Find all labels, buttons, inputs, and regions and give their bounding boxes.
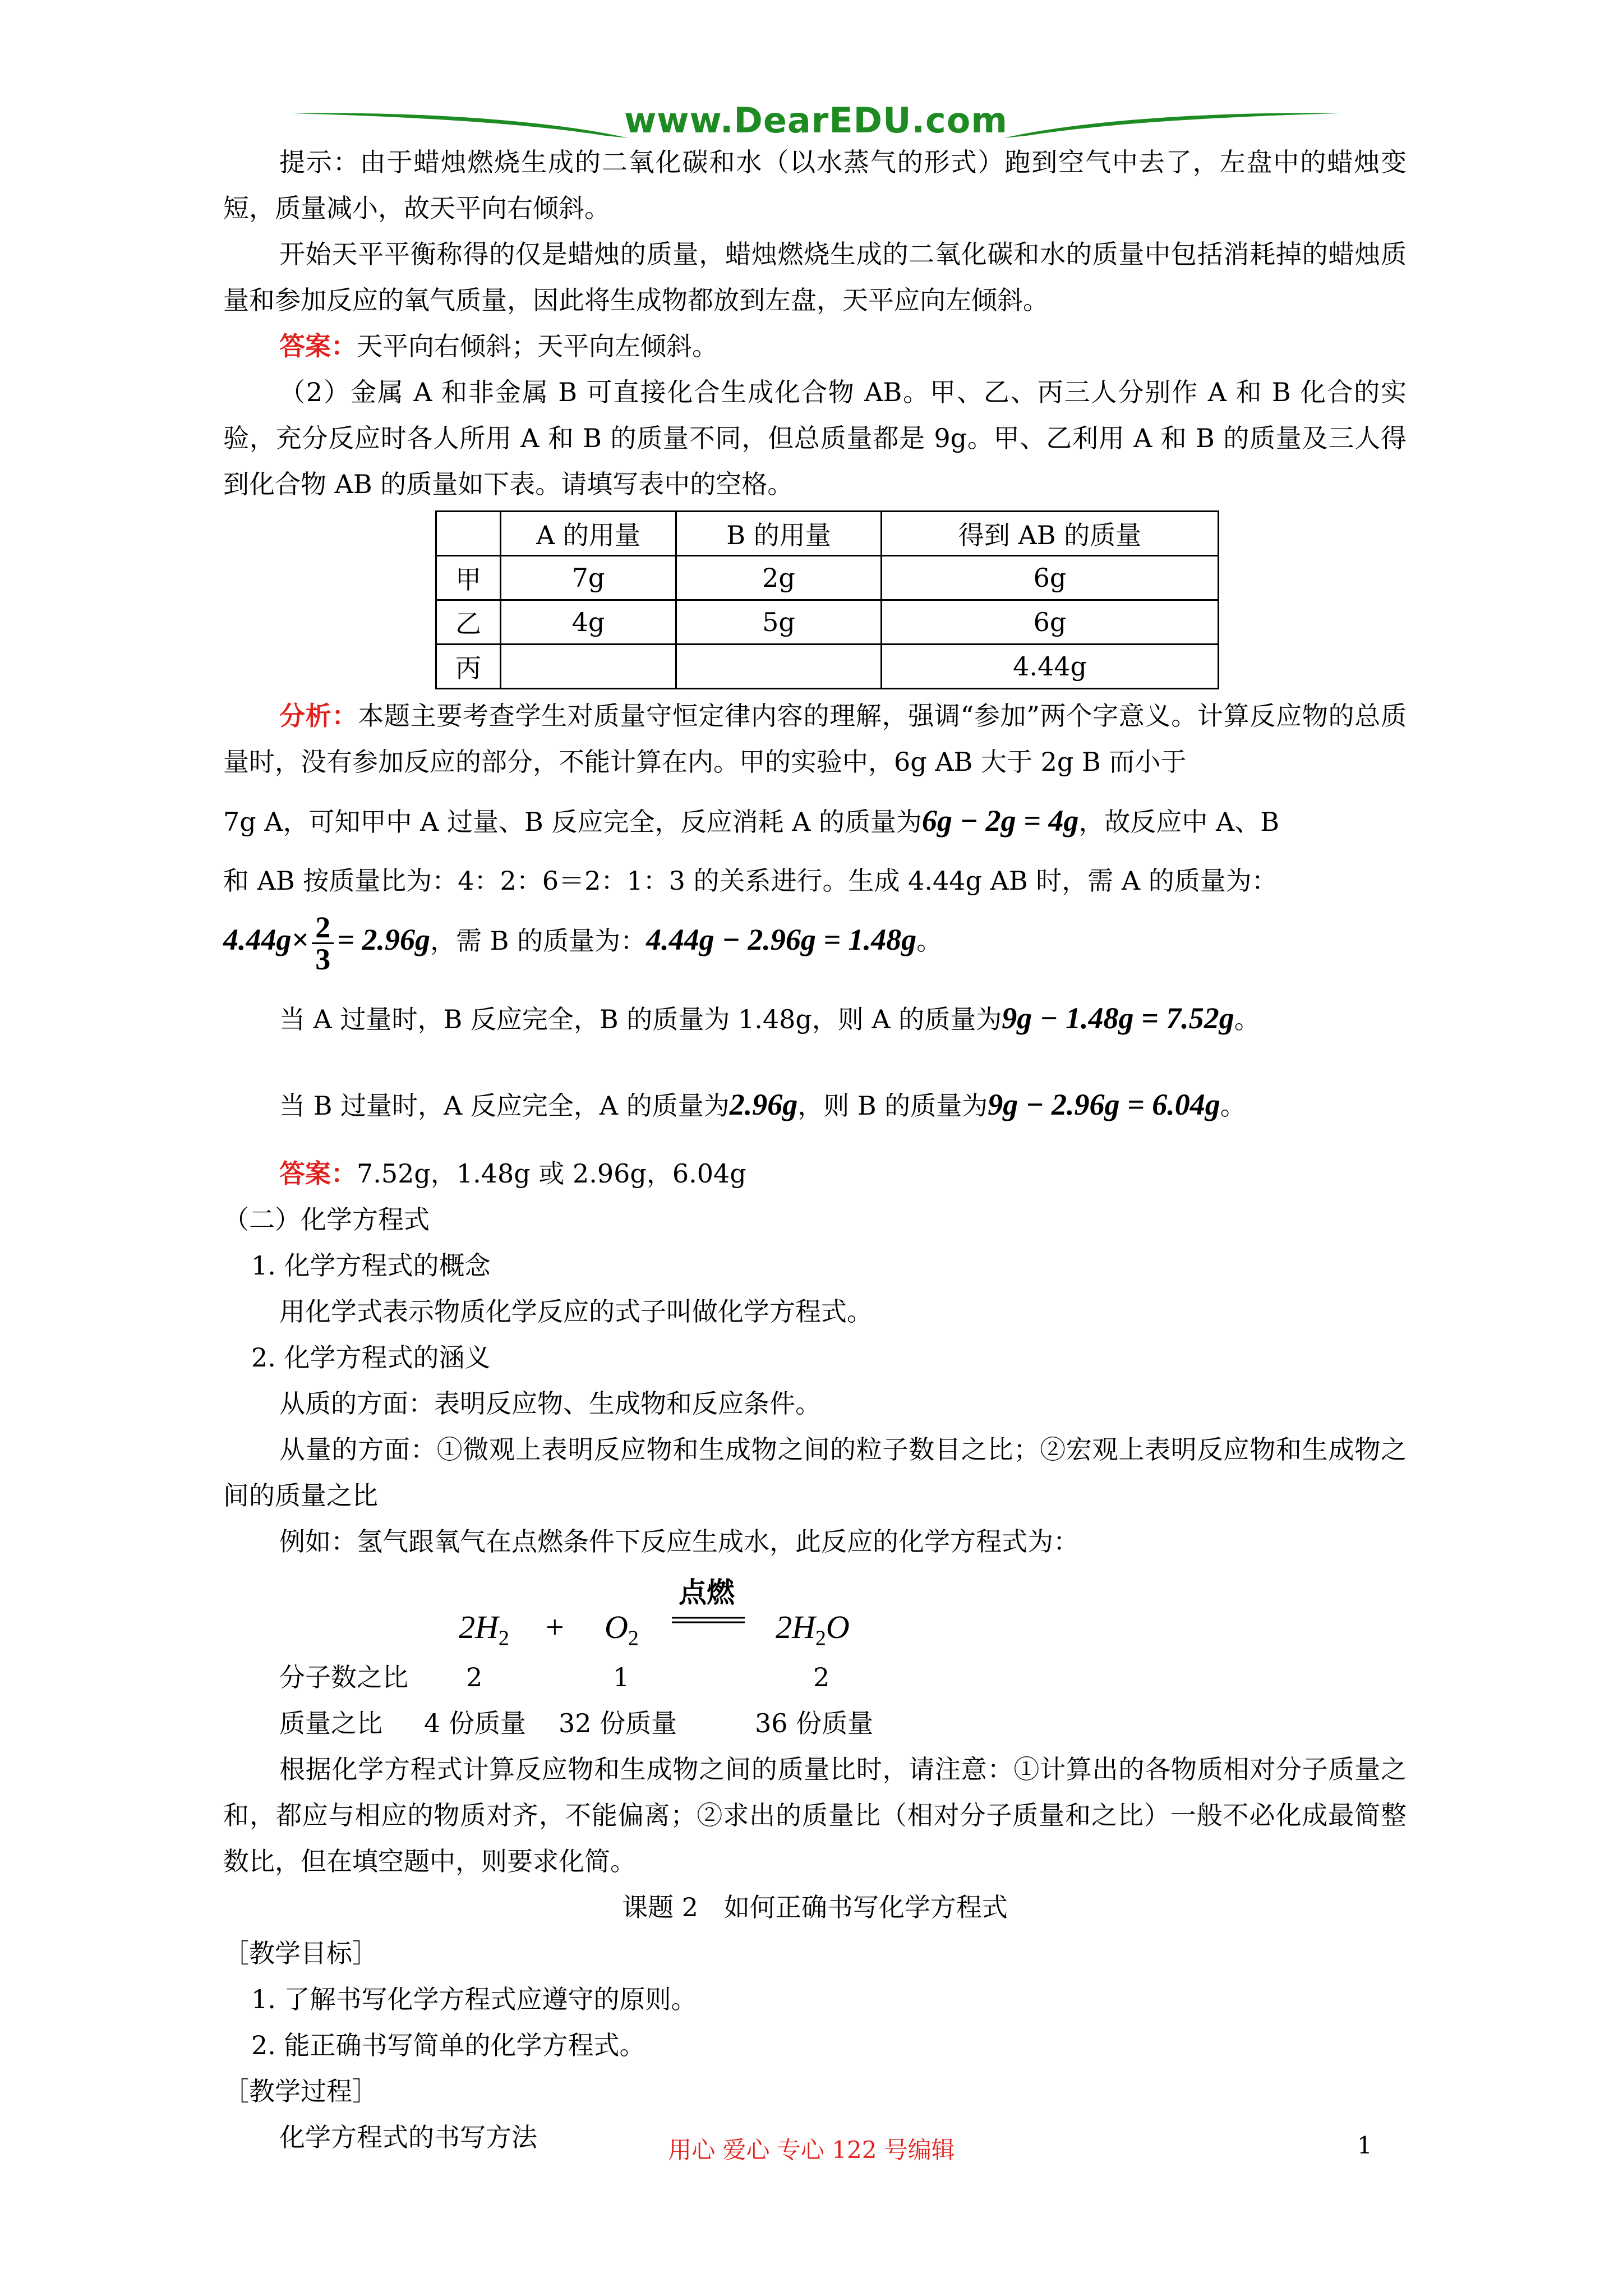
answer-2 [223,1151,1407,1197]
case-a-excess [223,982,1407,1055]
analysis-text: 。 [916,926,943,956]
equation: 2.96g [729,1088,798,1121]
goal-item: 1. 了解书写化学方程式应遵守的原则。 [251,1984,697,2014]
example-intro: 例如：氢气跟氧气在点燃条件下反应生成水，此反应的化学方程式为： [279,1526,1079,1557]
equation: = 2.96g [337,923,431,956]
mass-ratio-row [223,1700,1407,1746]
product-h2o: $2H_2O$ [776,1609,850,1650]
table-cell: 4.44g [882,645,1219,689]
equation: 9g − 1.48g = 7.52g [1002,1001,1234,1035]
table-cell [436,512,501,556]
table-cell: 6g [882,600,1219,645]
qualitative-meaning: 从质的方面：表明反应物、生成物和反应条件。 [279,1388,821,1419]
table-row [436,556,1219,600]
ratio-value: 4 份质量 [424,1708,526,1738]
answer-text: 天平向右倾斜；天平向左倾斜。 [357,331,718,361]
process-item: 化学方程式的书写方法 [279,2122,537,2152]
goal-item: 2. 能正确书写简单的化学方程式。 [251,2030,645,2060]
table-cell: 4g [501,600,676,645]
answer-label: 答案： [279,331,357,361]
document-body [223,139,1407,2160]
table-cell: 2g [676,556,882,600]
table-header: B 的用量 [676,512,882,556]
ratio-value: 2 [466,1662,483,1692]
ratio-value: 32 份质量 [559,1708,677,1738]
analysis-text: ，需 B 的质量为： [430,926,647,956]
mass-table [435,510,1219,689]
ratio-label: 分子数之比 [279,1662,408,1692]
equation: 9g − 2.96g = 6.04g [988,1088,1220,1121]
table-cell: 丙 [436,645,501,689]
site-url[interactable]: www.DearEDU.com [624,100,1008,141]
analysis-line [223,785,1407,858]
case-text: 当 B 过量时，A 反应完全，A 的质量为 [279,1091,730,1121]
section-item-2: 2. 化学方程式的涵义 [251,1342,491,1373]
answer-text: 7.52g，1.48g 或 2.96g，6.04g [357,1158,746,1189]
analysis-label: 分析： [279,701,358,731]
note-paragraph: 根据化学方程式计算反应物和生成物之间的质量比时，请注意：①计算出的各物质相对分子质量之和，都应与相应的物质对齐，不能偏离；②求出的质量比（相对分子质量和之比）一般不必化成最简整数比，但在填空题中，则要求化简。 [223,1754,1407,1876]
fraction-denominator: 3 [315,942,331,976]
analysis-line [223,904,1407,977]
section-item-1-text: 用化学式表示物质化学反应的式子叫做化学方程式。 [279,1296,873,1327]
answer-1 [223,323,1407,369]
table-header-row [436,512,1219,556]
table-cell [501,645,676,689]
fraction-numerator: 2 [312,912,334,944]
analysis-paragraph [223,693,1407,785]
molecule-ratio-row [223,1654,1407,1700]
goals-heading: ［教学目标］ [223,1938,378,1968]
lesson-title: 课题 2 如何正确书写化学方程式 [622,1892,1008,1922]
ratio-label: 质量之比 [279,1708,382,1738]
table-cell: 6g [882,556,1219,600]
table-cell [676,645,882,689]
table-header: A 的用量 [501,512,676,556]
chemical-equation [223,1570,1407,1654]
equation: 4.44g − 2.96g = 1.48g [646,923,917,956]
table-cell: 乙 [436,600,501,645]
ratio-value: 2 [813,1662,830,1692]
analysis-text: ，故反应中 A、B [1078,807,1280,837]
equals-arrow [672,1616,745,1624]
table-header: 得到 AB 的质量 [882,512,1219,556]
process-heading: ［教学过程］ [223,2076,378,2106]
analysis-line: 和 AB 按质量比为：4：2：6＝2：1：3 的关系进行。生成 4.44g AB 时，需 A 的质量为： [223,866,1278,896]
equation: 4.44g× [223,923,309,956]
hint-paragraph: 提示：由于蜡烛燃烧生成的二氧化碳和水（以水蒸气的形式）跑到空气中去了，左盘中的蜡烛变短，质量减小，故天平向右倾斜。 [223,147,1407,223]
analysis-text: 本题主要考查学生对质量守恒定律内容的理解，强调“参加”两个字意义。计算反应物的总质量时，没有参加反应的部分，不能计算在内。甲的实验中，6g AB 大于 2g B 而小于 [223,701,1407,777]
explanation-paragraph: 开始天平平衡称得的仅是蜡烛的质量，蜡烛燃烧生成的二氧化碳和水的质量中包括消耗掉的蜡烛质量和参加反应的氧气质量，因此将生成物都放到左盘，天平应向左倾斜。 [223,239,1407,315]
fraction [312,912,334,974]
reactant-h2: $2H_2$ [459,1609,509,1650]
section-title: （二）化学方程式 [223,1204,430,1235]
section-item-1: 1. 化学方程式的概念 [251,1250,491,1281]
table-cell: 甲 [436,556,501,600]
table-cell: 5g [676,600,882,645]
page-number: 1 [1357,2132,1372,2159]
reactant-o2: $O_2$ [605,1609,639,1650]
page-footer: 用心 爱心 专心 122 号编辑 [668,2136,955,2164]
table-cell: 7g [501,556,676,600]
case-text: 当 A 过量时，B 反应完全，B 的质量为 1.48g，则 A 的质量为 [279,1004,1002,1034]
case-text: 。 [1234,1004,1260,1034]
table-row [436,645,1219,689]
case-text: ，则 B 的质量为 [797,1091,988,1121]
case-text: 。 [1220,1091,1246,1121]
ratio-value: 36 份质量 [755,1708,874,1738]
case-b-excess [223,1069,1407,1142]
plus-sign: + [546,1609,564,1645]
problem-2: （2）金属 A 和非金属 B 可直接化合生成化合物 AB。甲、乙、丙三人分别作 A 和 B 化合的实验，充分反应时各人所用 A 和 B 的质量不同，但总质量都是 9g。甲、乙利用 A 和 B 的质量及三人得到化合物 AB 的质量如下表。请填写表中的空格。 [223,377,1407,499]
quantitative-meaning: 从量的方面：①微观上表明反应物和生成物之间的粒子数目之比；②宏观上表明反应物和生成物之间的质量之比 [223,1434,1407,1511]
reaction-condition: 点燃 [679,1576,735,1609]
equation: 6g − 2g = 4g [921,804,1079,838]
answer-label: 答案： [279,1158,357,1189]
ratio-value: 1 [613,1662,630,1692]
analysis-text: 7g A，可知甲中 A 过量、B 反应完全，反应消耗 A 的质量为 [223,807,922,837]
table-row [436,600,1219,645]
